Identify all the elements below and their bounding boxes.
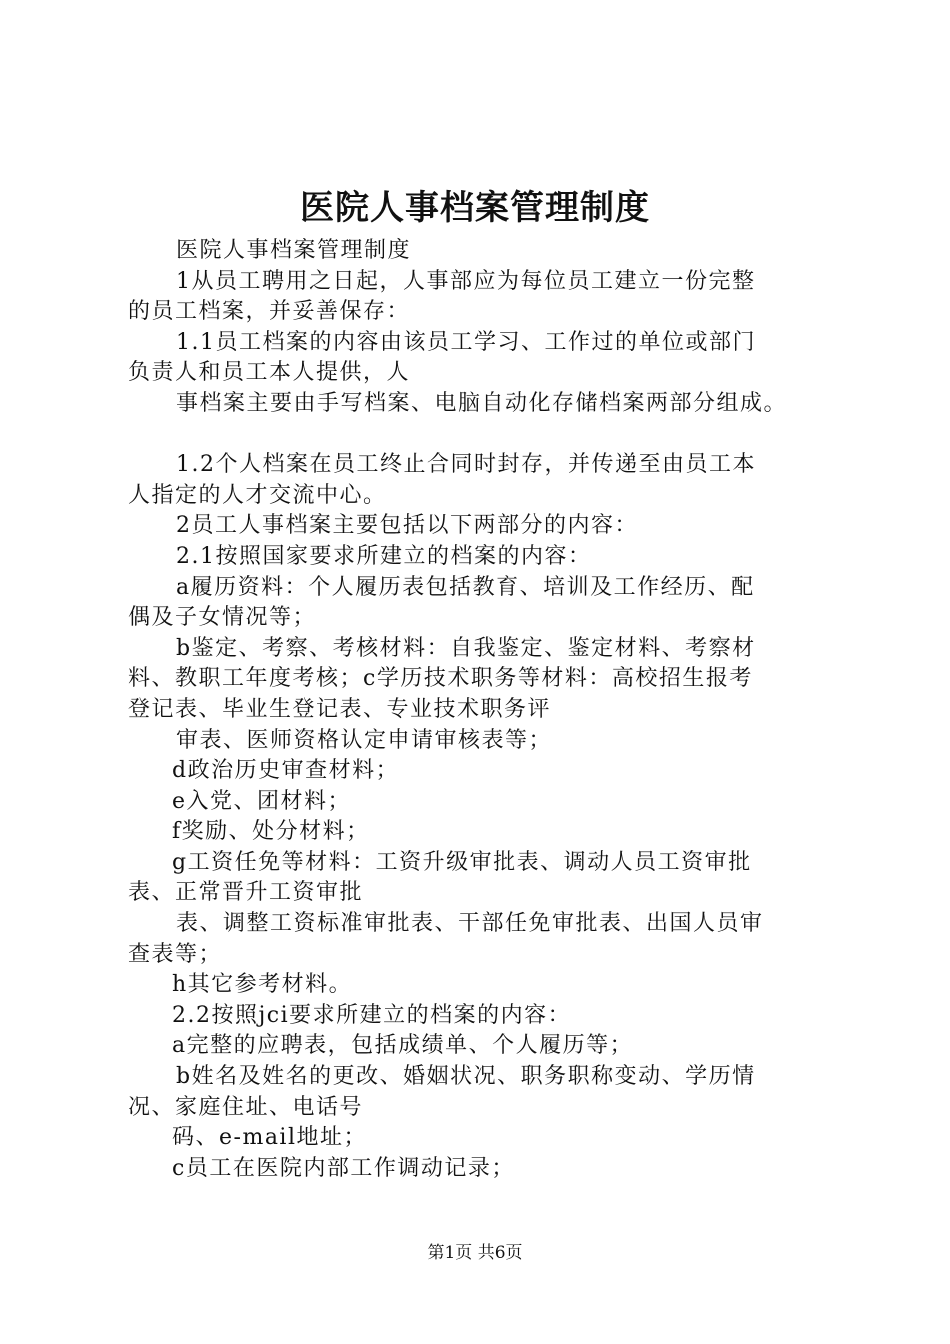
paragraph-line: c员工在医院内部工作调动记录； xyxy=(172,1155,515,1181)
paragraph-line: 负责人和员工本人提供，人 xyxy=(128,360,411,386)
paragraph-line: 2.2按照jci要求所建立的档案的内容： xyxy=(172,1002,572,1028)
paragraph-line: h其它参考材料。 xyxy=(172,972,353,998)
paragraph-line: 表、调整工资标准审批表、干部任免审批表、出国人员审 xyxy=(176,911,764,937)
paragraph-line: 的员工档案，并妥善保存： xyxy=(128,299,411,325)
document-title: 医院人事档案管理制度 xyxy=(300,188,650,228)
paragraph-line: d政治历史审查材料； xyxy=(172,758,400,784)
paragraph-line: 审表、医师资格认定申请审核表等； xyxy=(176,727,553,753)
paragraph-line: 1从员工聘用之日起，人事部应为每位员工建立一份完整 xyxy=(176,268,756,294)
paragraph-line: 1.2个人档案在员工终止合同时封存，并传递至由员工本 xyxy=(176,452,756,478)
paragraph-line: 2员工人事档案主要包括以下两部分的内容： xyxy=(176,513,638,539)
paragraph-line: a履历资料：个人履历表包括教育、培训及工作经历、配 xyxy=(176,574,755,600)
blank-line xyxy=(128,420,840,451)
paragraph-line: g工资任免等材料：工资升级审批表、调动人员工资审批 xyxy=(172,849,752,875)
paragraph-line: 1.1员工档案的内容由该员工学习、工作过的单位或部门 xyxy=(176,329,756,355)
paragraph-line: f奖励、处分材料； xyxy=(172,819,370,845)
paragraph-line: 况、家庭住址、电话号 xyxy=(128,1094,364,1120)
paragraph-line: 登记表、毕业生登记表、专业技术职务评 xyxy=(128,696,552,722)
paragraph-line: 码、e-mail地址； xyxy=(172,1125,368,1151)
paragraph-line: 偶及子女情况等； xyxy=(128,605,317,631)
paragraph-line: b姓名及姓名的更改、婚姻状况、职务职称变动、学历情 xyxy=(176,1064,756,1090)
paragraph-line: 料、教职工年度考核；c学历技术职务等材料：高校招生报考 xyxy=(128,666,753,692)
paragraph-line: 查表等； xyxy=(128,941,223,967)
paragraph-line: 2.1按照国家要求所建立的档案的内容： xyxy=(176,543,592,569)
page-footer: 第1页 共6页 xyxy=(427,1243,523,1263)
paragraph-line: 人指定的人才交流中心。 xyxy=(128,482,387,508)
paragraph-line: a完整的应聘表，包括成绩单、个人履历等； xyxy=(172,1033,634,1059)
paragraph-line: b鉴定、考察、考核材料：自我鉴定、鉴定材料、考察材 xyxy=(176,635,756,661)
paragraph-line: 表、正常晋升工资审批 xyxy=(128,880,364,906)
paragraph-line: 事档案主要由手写档案、电脑自动化存储档案两部分组成。 xyxy=(176,390,788,416)
paragraph-line: e入党、团材料； xyxy=(172,788,352,814)
document-body xyxy=(128,236,840,1184)
paragraph-line: 医院人事档案管理制度 xyxy=(176,238,412,263)
